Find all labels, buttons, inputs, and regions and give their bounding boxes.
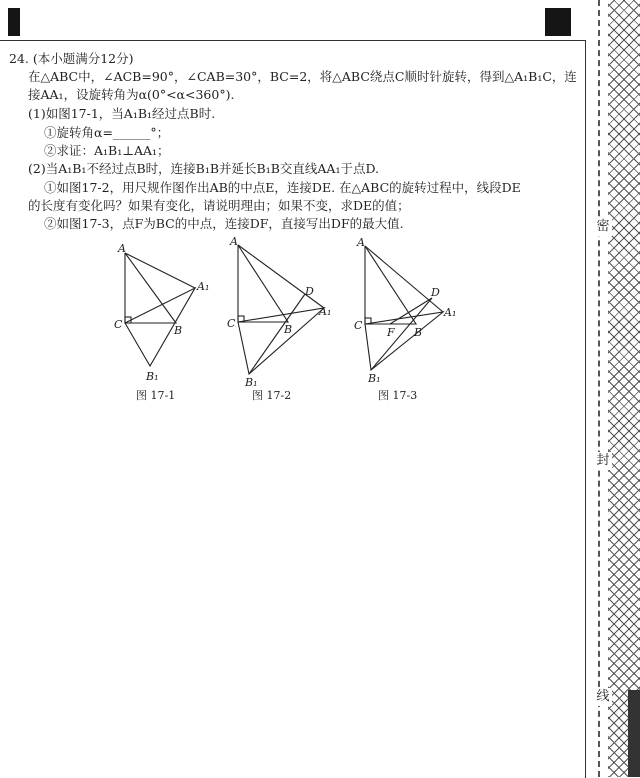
fig3-label-b: B [414,326,423,339]
fig2-label-b: B [284,323,293,336]
fig2-label-a1: A₁ [319,305,332,318]
fig3-label-a: A [357,236,365,249]
fig1-triangle-abc [125,253,176,323]
figure-17-2 [227,235,331,389]
binding-char-feng: 封 [594,452,612,470]
binding-char-mi: 密 [594,218,612,236]
binding-dark-strip [628,690,640,777]
fig2-triangle-a1b1c [238,308,324,374]
fig1-line-aa1 [125,253,195,288]
fig3-line-b1d [371,298,432,370]
part1-text: (1)如图17-1，当A₁B₁经过点B时. [28,106,216,121]
figures-svg [108,234,468,404]
fig1-triangle-a1b1c [125,288,195,366]
fig2-label-b1: B₁ [245,376,258,389]
fig3-label-b1: B₁ [368,372,381,385]
question-stem-line1: 在△ABC中，∠ACB=90°，∠CAB=30°，BC=2，将△ABC绕点C顺时针旋转，得到△A₁B₁C，连 [28,69,577,84]
fig3-label-f: F [387,326,395,339]
fig1-caption: 图 17-1 [136,389,176,402]
part2-a-line2: 的长度有变化吗？如果有变化，请说明理由；如果不变，求DE的值； [28,198,410,213]
part1-b-text: ②求证：A₁B₁⊥AA₁； [44,143,170,158]
fig1-label-b: B [174,324,183,337]
fig1-label-c: C [114,318,123,331]
question-header: 24. (本小题满分12分) [9,51,134,66]
figure-17-1 [114,242,209,383]
fig2-triangle-abc [238,245,288,322]
binding-dashed-line [598,0,600,777]
part2-b-text: ②如图17-3，点F为BC的中点，连接DF，直接写出DF的最大值. [44,216,404,231]
fig1-label-a: A [118,242,126,255]
fig3-label-d: D [431,286,440,299]
fig3-triangle-a1b1c [365,312,443,370]
fig1-label-a1: A₁ [197,280,210,293]
binding-hatch [608,0,640,777]
figure-17-3 [354,236,456,385]
fig2-label-d: D [305,285,314,298]
registration-mark-right [545,8,571,36]
fig3-label-a1: A₁ [444,306,457,319]
fig2-caption: 图 17-2 [252,389,292,402]
fig3-label-c: C [354,319,363,332]
fig2-label-c: C [227,317,236,330]
part2-text: (2)当A₁B₁不经过点B时，连接B₁B并延长B₁B交直线AA₁于点D. [28,161,380,176]
part1-a-text: ①旋转角α=______°； [44,125,170,140]
fig3-line-aa1 [365,246,443,312]
fig1-label-b1: B₁ [146,370,159,383]
fig2-line-aa1 [238,245,324,308]
fig2-label-a: A [230,235,238,248]
question-stem-line2: 接AA₁，设旋转角为α(0°<α<360°). [28,87,235,102]
registration-mark-left [8,8,20,36]
fig3-caption: 图 17-3 [378,389,418,402]
binding-char-xian: 线 [594,688,612,706]
fig3-line-df [390,298,432,324]
figures-row [108,234,468,408]
part2-a-line1: ①如图17-2，用尺规作图作出AB的中点E，连接DE. 在△ABC的旋转过程中，线段DE [44,180,521,195]
